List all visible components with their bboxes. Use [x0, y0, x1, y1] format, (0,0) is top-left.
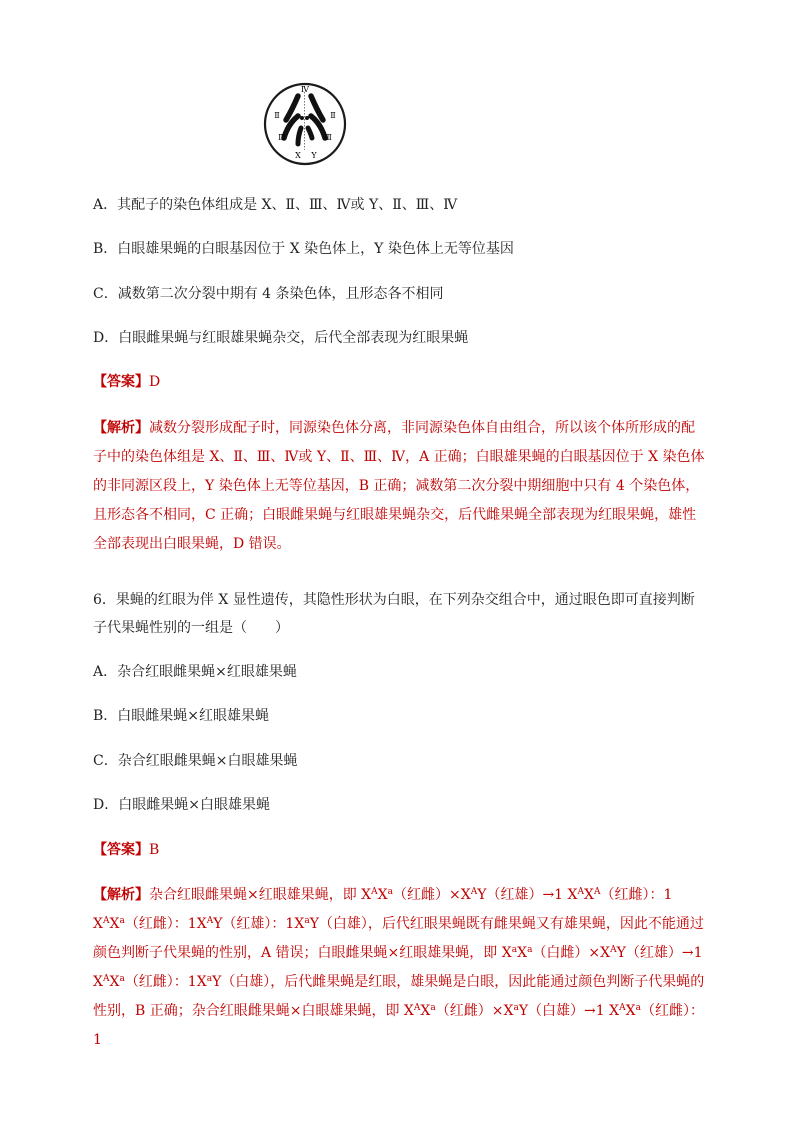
label-chromosome-iv: Ⅳ: [301, 85, 309, 94]
allele-superscript: A: [610, 945, 617, 955]
allele-superscript: a: [513, 1003, 519, 1013]
label-chromosome-ii-left: Ⅱ: [274, 111, 280, 120]
analysis-segment: X: [625, 1003, 636, 1019]
allele-superscript: A: [619, 1003, 626, 1013]
analysis-segment: X: [109, 916, 120, 932]
label-chromosome-y: Y: [311, 151, 317, 160]
analysis-segment: （红雌）×X: [435, 1003, 514, 1019]
analysis-segment: （红雌）：1: [93, 1003, 704, 1048]
chromosome-karyotype-figure: [262, 78, 348, 168]
analysis-segment: Y（白雄），后代雌果蝇是红眼，雄果蝇是白眼，因此能通过颜色判断子代果蝇的性别，B 正确；杂合红眼雌果蝇×白眼雄果蝇，即 X: [93, 974, 705, 1019]
allele-superscript: A: [102, 916, 110, 926]
analysis-segment: X: [584, 887, 594, 903]
label-chromosome-iii-left: Ⅲ: [278, 133, 286, 142]
analysis-segment: （红雌）：1X: [124, 974, 207, 990]
analysis-segment: （红雌）：1X: [124, 916, 207, 932]
allele-superscript: a: [511, 945, 518, 955]
q6-stem-line-2: 子代果蝇性别的一组是（ ）: [93, 620, 289, 636]
analysis-segment: X: [517, 945, 528, 961]
q5-answer: [93, 372, 160, 392]
answer-tag: 【答案】: [93, 374, 149, 390]
analysis-text: 减数分裂形成配子时，同源染色体分离，非同源染色体自由组合，所以该个体所形成的配子中的染色体组是 X、Ⅱ、Ⅲ、Ⅳ或 Y、Ⅱ、Ⅲ、Ⅳ，A 正确；白眼雄果蝇的白眼基因位于 X 染色体的非同源区段上，Y 染色体上无等位基因，B 正确；减数第二次分裂中期细胞中只有 4 个染色体，且形态各不相同，C 正确；白眼雌果蝇与红眼雄果蝇杂交，后代雌果蝇全部表现为红眼果蝇，雄性全部表现出白眼果蝇，D 错误。: [93, 420, 705, 552]
analysis-segment: Y（红雄）→1 X: [93, 945, 703, 990]
label-chromosome-x: X: [295, 151, 301, 160]
label-chromosome-ii-right: Ⅱ: [330, 111, 336, 120]
analysis-segment: X: [377, 887, 388, 903]
analysis-segment: X: [109, 974, 120, 990]
label-chromosome-iii-right: Ⅲ: [324, 133, 332, 142]
answer-value: B: [149, 842, 160, 858]
analysis-text: [93, 887, 704, 1048]
allele-superscript: a: [206, 974, 213, 984]
answer-tag: 【答案】: [93, 842, 149, 858]
q6-option-b: B．白眼雌果蝇×红眼雄果蝇: [93, 708, 270, 724]
allele-superscript: a: [304, 916, 310, 926]
allele-superscript: A: [413, 1003, 421, 1013]
allele-superscript: A: [102, 974, 110, 984]
analysis-segment: Y（白雄），后代红眼果蝇既有雌果蝇又有雄果蝇，因此不能通过颜色判断子代果蝇的性别，A 错误；白眼雌果蝇×红眼雄果蝇，即 X: [93, 916, 704, 961]
analysis-segment: X: [420, 1003, 431, 1019]
analysis-tag: 【解析】: [93, 887, 149, 903]
analysis-tag: 【解析】: [93, 420, 149, 436]
q5-option-a: A．其配子的染色体组成是 X、Ⅱ、Ⅲ、Ⅳ或 Y、Ⅱ、Ⅲ、Ⅳ: [93, 197, 458, 213]
q6-answer: [93, 840, 159, 860]
analysis-segment: Y（红雄）→1 X: [477, 887, 578, 903]
analysis-segment: （白雌）×X: [532, 945, 611, 961]
analysis-segment: （红雌）×X: [393, 887, 471, 903]
allele-superscript: A: [470, 887, 478, 897]
allele-superscript: A: [371, 887, 378, 897]
allele-superscript: A: [206, 916, 214, 926]
allele-superscript: a: [387, 887, 393, 897]
analysis-segment: 杂合红眼雌果蝇×红眼雄果蝇，即 X: [149, 887, 372, 903]
allele-superscript: a: [635, 1003, 641, 1013]
allele-superscript: A: [593, 887, 601, 897]
answer-value: D: [149, 374, 161, 390]
q6-stem-line-1: 6．果蝇的红眼为伴 X 显性遗传，其隐性形状为白眼，在下列杂交组合中，通过眼色即可直接判断: [93, 592, 695, 608]
q5-analysis: [93, 414, 705, 559]
analysis-segment: （红雌）：1 X: [93, 887, 673, 932]
allele-superscript: a: [119, 916, 125, 926]
analysis-segment: Y（白雄）→1 X: [518, 1003, 620, 1019]
q6-option-c: C．杂合红眼雌果蝇×白眼雄果蝇: [93, 753, 298, 769]
allele-superscript: a: [527, 945, 533, 955]
q6-analysis: [93, 881, 705, 1055]
q5-option-d: D．白眼雌果蝇与红眼雄果蝇杂交，后代全部表现为红眼果蝇: [93, 330, 469, 346]
allele-superscript: a: [430, 1003, 436, 1013]
chromosome-diagram: [262, 78, 348, 168]
allele-superscript: A: [577, 887, 584, 897]
allele-superscript: a: [119, 974, 125, 984]
q5-option-b: B．白眼雄果蝇的白眼基因位于 X 染色体上，Y 染色体上无等位基因: [93, 241, 514, 257]
q5-option-c: C．减数第二次分裂中期有 4 条染色体，且形态各不相同: [93, 286, 444, 302]
q6-option-a: A．杂合红眼雌果蝇×红眼雄果蝇: [93, 664, 297, 680]
q6-option-d: D．白眼雌果蝇×白眼雄果蝇: [93, 797, 270, 813]
analysis-segment: Y（红雄）：1X: [213, 916, 305, 932]
